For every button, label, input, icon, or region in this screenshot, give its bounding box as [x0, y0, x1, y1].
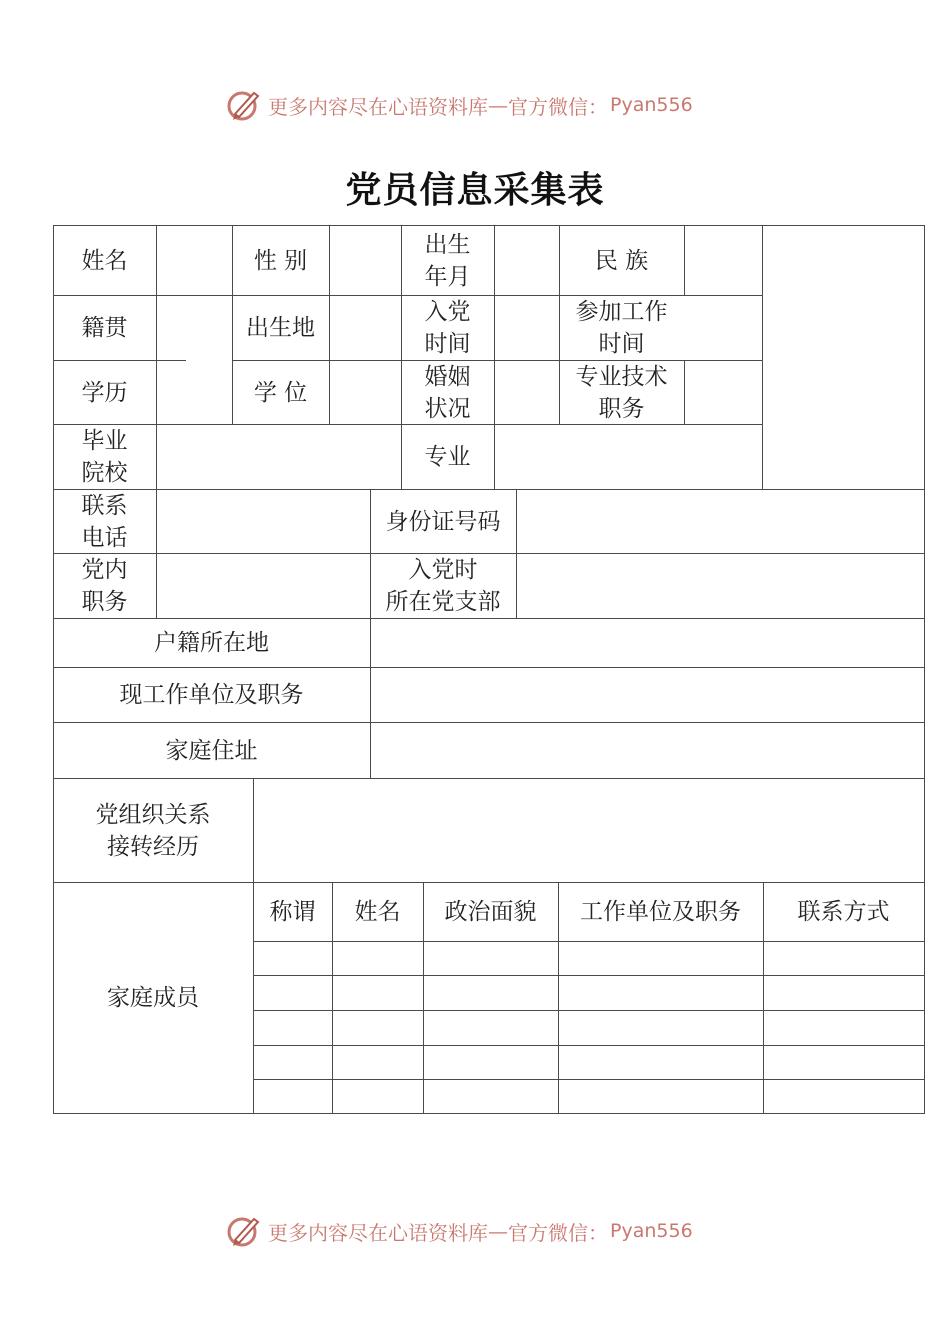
- family-header-relation: 称谓: [269, 899, 316, 925]
- label-join-branch: 入党时 所在党支部: [385, 557, 501, 615]
- label-education: 学历: [81, 379, 128, 406]
- pen-logo-icon: [226, 87, 262, 123]
- pen-logo-icon: [226, 1213, 262, 1249]
- line: [253, 1045, 925, 1046]
- label-work-start: 参加工作 时间: [575, 299, 668, 357]
- label-birthplace: 出生地: [246, 315, 315, 341]
- line: [156, 225, 157, 489]
- family-header-political: 政治面貌: [444, 899, 537, 925]
- label-id-number: 身份证号码: [385, 508, 501, 535]
- watermark-text: 更多内容尽在心语资料库: [268, 1220, 488, 1245]
- label-gender: 性 别: [253, 247, 308, 274]
- watermark-dash: —: [488, 93, 508, 117]
- label-current-job: 现工作单位及职务: [119, 682, 304, 708]
- line: [53, 1113, 925, 1114]
- watermark-bottom: [226, 1211, 746, 1251]
- label-marital: 婚姻 状况: [424, 363, 471, 422]
- label-prof-title: 专业技术 职务: [575, 363, 668, 422]
- label-family: 家庭成员: [107, 985, 199, 1011]
- line: [156, 489, 157, 618]
- label-birth: 出生 年月: [424, 231, 471, 290]
- line: [684, 360, 685, 425]
- line: [253, 975, 925, 976]
- watermark-wechat-id: Pyan556: [610, 1220, 693, 1242]
- family-header-contact: 联系方式: [797, 899, 890, 925]
- label-party-post: 党内 职务: [81, 557, 128, 615]
- label-transfer-history: 党组织关系 接转经历: [95, 801, 211, 860]
- line: [494, 225, 495, 489]
- line: [253, 941, 925, 942]
- watermark-official: 官方微信：: [508, 94, 608, 119]
- label-major: 专业: [424, 444, 471, 470]
- label-ethnicity: 民 族: [594, 247, 649, 274]
- line: [253, 1010, 925, 1011]
- watermark-official: 官方微信：: [508, 1220, 608, 1245]
- watermark-text: 更多内容尽在心语资料库: [268, 94, 488, 119]
- line: [253, 1079, 925, 1080]
- watermark-dash: —: [488, 1219, 508, 1243]
- line: [516, 489, 517, 618]
- label-phone: 联系 电话: [81, 492, 128, 551]
- label-join-party: 入党 时间: [424, 299, 471, 357]
- page-title: 党员信息采集表: [345, 169, 605, 211]
- watermark-top: [226, 85, 746, 125]
- family-header-name: 姓名: [354, 899, 401, 925]
- label-home-address: 家庭住址: [165, 737, 258, 764]
- line: [684, 225, 685, 295]
- label-native-place: 籍贯: [81, 315, 128, 341]
- line: [924, 225, 925, 1114]
- line: [762, 225, 763, 489]
- label-degree: 学 位: [253, 379, 308, 406]
- label-name: 姓名: [81, 247, 128, 274]
- watermark-wechat-id: Pyan556: [610, 94, 693, 116]
- label-household: 户籍所在地: [154, 630, 269, 656]
- line: [253, 778, 254, 1114]
- line: [329, 225, 330, 425]
- label-school: 毕业 院校: [81, 428, 128, 486]
- family-header-employer: 工作单位及职务: [580, 899, 741, 925]
